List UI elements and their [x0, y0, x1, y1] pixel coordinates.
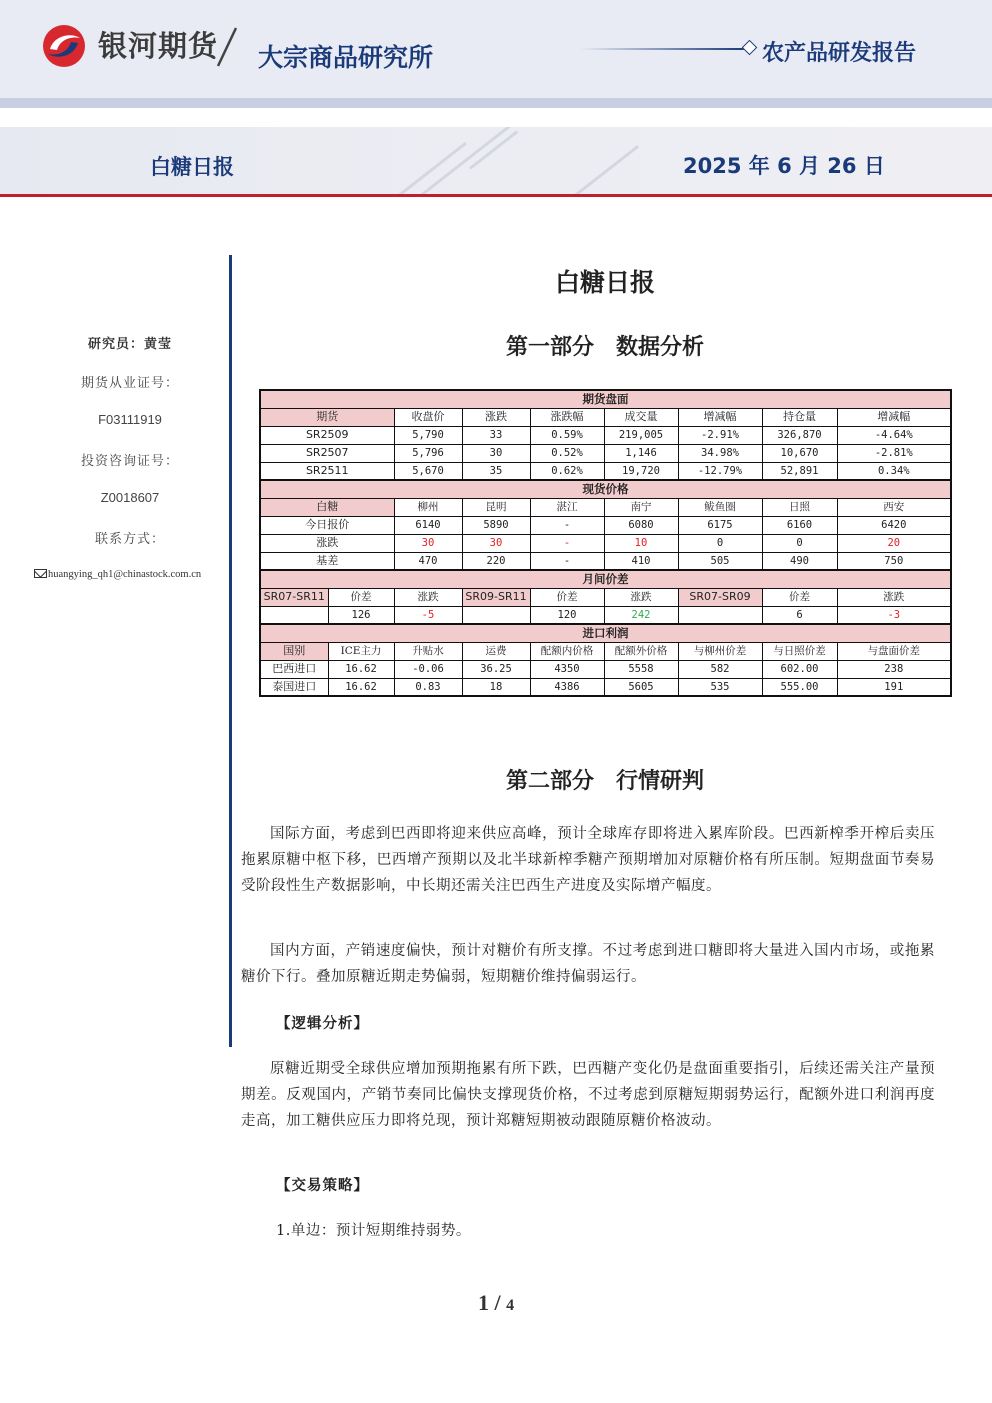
- table-cell: 10: [604, 534, 678, 552]
- table-cell: -2.81%: [837, 444, 951, 462]
- table-cell: 555.00: [762, 678, 837, 696]
- yinhe-futures-logo: [40, 24, 88, 68]
- table-cell: 0.52%: [530, 444, 604, 462]
- table-cell: 30: [394, 534, 462, 552]
- table-header-cell: 增减幅: [678, 408, 762, 426]
- data-table: [259, 389, 952, 697]
- table-cell: 5,796: [394, 444, 462, 462]
- table-cell: -: [530, 534, 604, 552]
- table-cell: 16.62: [328, 660, 394, 678]
- group-row: [260, 624, 951, 642]
- table-cell: [260, 606, 328, 624]
- table-cell: [462, 606, 530, 624]
- table-cell: 126: [328, 606, 394, 624]
- logic-heading: 【逻辑分析】: [276, 1015, 369, 1032]
- table-header-cell: 与日照价差: [762, 642, 837, 660]
- table-cell: -: [530, 516, 604, 534]
- table-cell: 0.34%: [837, 462, 951, 480]
- table-cell: 490: [762, 552, 837, 570]
- table-cell: 220: [462, 552, 530, 570]
- table-cell: 0.59%: [530, 426, 604, 444]
- table-cell: 505: [678, 552, 762, 570]
- table-header-cell: 涨跌: [604, 588, 678, 606]
- institute-name: 大宗商品研究所: [258, 43, 434, 72]
- table-header-row: [260, 498, 951, 516]
- table-cell: 5,790: [394, 426, 462, 444]
- table-header-cell: 涨跌幅: [530, 408, 604, 426]
- email-line[interactable]: [34, 569, 201, 580]
- table-cell: 5,670: [394, 462, 462, 480]
- table-row: [260, 462, 951, 480]
- section-heading-outlook: 第二部分 行情研判: [505, 769, 704, 794]
- table-header-cell: 南宁: [604, 498, 678, 516]
- table-header-cell: 价差: [762, 588, 837, 606]
- company-name: 银河期货: [98, 29, 219, 63]
- report-date: 2025 年 6 月 26 日: [683, 154, 885, 178]
- table-cell: 0: [678, 534, 762, 552]
- table-header-cell: 价差: [328, 588, 394, 606]
- consult-number: Z0018607: [100, 490, 160, 505]
- table-cell: 326,870: [762, 426, 837, 444]
- header-rule: [580, 48, 745, 50]
- table-cell: 1,146: [604, 444, 678, 462]
- email-address[interactable]: huangying_qh1@chinastock.com.cn: [48, 569, 202, 580]
- row-label: 泰国进口: [260, 678, 328, 696]
- table-cell: 52,891: [762, 462, 837, 480]
- table-header-cell: 期货: [260, 408, 394, 426]
- table-cell: 582: [678, 660, 762, 678]
- group-title: 期货盘面: [260, 390, 951, 408]
- table-cell: -: [530, 552, 604, 570]
- table-header-cell: 升贴水: [394, 642, 462, 660]
- group-title: 月间价差: [260, 570, 951, 588]
- row-label: 涨跌: [260, 534, 394, 552]
- table-cell: -2.91%: [678, 426, 762, 444]
- contract-cell: SR2511: [260, 462, 394, 480]
- table-row: [260, 552, 951, 570]
- section-heading-data: 第一部分 数据分析: [505, 335, 704, 360]
- table-cell: 238: [837, 660, 951, 678]
- header-slash: [214, 26, 240, 68]
- table-header-cell: 收盘价: [394, 408, 462, 426]
- spread-name-cell: SR07-SR09: [678, 588, 762, 606]
- contract-cell: SR2507: [260, 444, 394, 462]
- table-cell: 20: [837, 534, 951, 552]
- table-header-row: [260, 588, 951, 606]
- table-row: [260, 534, 951, 552]
- group-row: [260, 480, 951, 498]
- table-header-row: [260, 408, 951, 426]
- table-header-cell: 柳州: [394, 498, 462, 516]
- table-header-cell: 涨跌: [394, 588, 462, 606]
- table-cell: 191: [837, 678, 951, 696]
- strategy-heading: 【交易策略】: [276, 1177, 369, 1194]
- consult-label: 投资咨询证号：: [80, 454, 179, 469]
- table-cell: 36.25: [462, 660, 530, 678]
- row-label: 基差: [260, 552, 394, 570]
- table-cell: 6080: [604, 516, 678, 534]
- table-header-cell: 持仓量: [762, 408, 837, 426]
- paragraph-logic: 原糖近期受全球供应增加预期拖累有所下跌，巴西糖产变化仍是盘面重要指引，后续还需关注产量预期差。反观国内，产销节奏同比偏快支撑现货价格，不过考虑到原糖短期弱势运行，配额外进口利润再度走高，加工糖供应压力即将兑现，预计郑糖短期被动跟随原糖价格波动。: [241, 1061, 935, 1129]
- table-cell: 410: [604, 552, 678, 570]
- table-header-cell: 增减幅: [837, 408, 951, 426]
- table-cell: 34.98%: [678, 444, 762, 462]
- table-header-cell: 配额内价格: [530, 642, 604, 660]
- report-type: 农产品研发报告: [762, 41, 917, 66]
- total-pages: 4: [506, 1297, 515, 1314]
- table-cell: 6175: [678, 516, 762, 534]
- table-header-cell: 与盘面价差: [837, 642, 951, 660]
- table-cell: 5558: [604, 660, 678, 678]
- table-header-row: [260, 642, 951, 660]
- table-cell: 219,005: [604, 426, 678, 444]
- table-cell: -3: [837, 606, 951, 624]
- table-header-cell: 白糖: [260, 498, 394, 516]
- table-cell: -4.64%: [837, 426, 951, 444]
- table-cell: 18: [462, 678, 530, 696]
- spread-name-cell: SR09-SR11: [462, 588, 530, 606]
- table-row: [260, 516, 951, 534]
- table-cell: 535: [678, 678, 762, 696]
- main-title: 白糖日报: [554, 268, 655, 297]
- decorative-line: [384, 127, 512, 195]
- group-title: 现货价格: [260, 480, 951, 498]
- table-cell: -5: [394, 606, 462, 624]
- group-title: 进口利润: [260, 624, 951, 642]
- table-header-cell: 运费: [462, 642, 530, 660]
- table-row: [260, 660, 951, 678]
- header-stripe: [0, 98, 992, 108]
- table-cell: 750: [837, 552, 951, 570]
- report-title: 白糖日报: [150, 155, 234, 179]
- table-header-cell: 鲅鱼圈: [678, 498, 762, 516]
- analyst-name: 研究员：黄莹: [87, 337, 172, 352]
- table-cell: 33: [462, 426, 530, 444]
- table-cell: 10,670: [762, 444, 837, 462]
- table-cell: [678, 606, 762, 624]
- table-header-cell: 涨跌: [837, 588, 951, 606]
- page-number: 1 / 4: [477, 1290, 515, 1315]
- table-cell: 0.83: [394, 678, 462, 696]
- mail-icon: [34, 569, 47, 578]
- table-cell: 30: [462, 534, 530, 552]
- table-cell: 6420: [837, 516, 951, 534]
- table-header-cell: ICE主力: [328, 642, 394, 660]
- table-cell: 120: [530, 606, 604, 624]
- table-cell: 35: [462, 462, 530, 480]
- table-cell: 6160: [762, 516, 837, 534]
- table-cell: -12.79%: [678, 462, 762, 480]
- table-cell: 4350: [530, 660, 604, 678]
- table-cell: 0: [762, 534, 837, 552]
- table-cell: 0.62%: [530, 462, 604, 480]
- table-header-cell: 价差: [530, 588, 604, 606]
- row-label: 今日报价: [260, 516, 394, 534]
- table-row: [260, 444, 951, 462]
- table-header-cell: 成交量: [604, 408, 678, 426]
- group-row: [260, 390, 951, 408]
- table-cell: 19,720: [604, 462, 678, 480]
- table-header-cell: 国别: [260, 642, 328, 660]
- table-header-cell: 日照: [762, 498, 837, 516]
- table-cell: 5890: [462, 516, 530, 534]
- table-header-cell: 昆明: [462, 498, 530, 516]
- table-row: [260, 606, 951, 624]
- table-cell: 242: [604, 606, 678, 624]
- group-row: [260, 570, 951, 588]
- license-number: F03111919: [98, 412, 162, 427]
- spread-name-cell: SR07-SR11: [260, 588, 328, 606]
- decorative-line: [519, 145, 639, 195]
- table-cell: 6: [762, 606, 837, 624]
- table-cell: 16.62: [328, 678, 394, 696]
- table-cell: 470: [394, 552, 462, 570]
- table-cell: 5605: [604, 678, 678, 696]
- contract-cell: SR2509: [260, 426, 394, 444]
- table-cell: 30: [462, 444, 530, 462]
- table-row: [260, 426, 951, 444]
- title-band-rule: [0, 194, 992, 197]
- current-page: 1: [477, 1290, 489, 1315]
- table-header-cell: 湛江: [530, 498, 604, 516]
- table-cell: 602.00: [762, 660, 837, 678]
- table-cell: -0.06: [394, 660, 462, 678]
- contact-label: 联系方式：: [94, 532, 165, 547]
- paragraph-international: 国际方面，考虑到巴西即将迎来供应高峰，预计全球库存即将进入累库阶段。巴西新榨季开榨后卖压拖累原糖中枢下移，巴西增产预期以及北半球新榨季糖产预期增加对原糖价格有所压制。短期盘面节奏易受阶段性生产数据影响，中长期还需关注巴西生产进度及实际增产幅度。: [241, 826, 935, 894]
- table-header-cell: 涨跌: [462, 408, 530, 426]
- table-header-cell: 西安: [837, 498, 951, 516]
- row-label: 巴西进口: [260, 660, 328, 678]
- table-cell: 6140: [394, 516, 462, 534]
- table-row: [260, 678, 951, 696]
- strategy-item: 1.单边：预计短期维持弱势。: [276, 1223, 471, 1239]
- license-label: 期货从业证号：: [80, 376, 179, 391]
- table-header-cell: 与柳州价差: [678, 642, 762, 660]
- table-header-cell: 配额外价格: [604, 642, 678, 660]
- table-cell: 4386: [530, 678, 604, 696]
- paragraph-domestic: 国内方面，产销速度偏快，预计对糖价有所支撑。不过考虑到进口糖即将大量进入国内市场，或拖累糖价下行。叠加原糖近期走势偏弱，短期糖价维持偏弱运行。: [241, 943, 935, 985]
